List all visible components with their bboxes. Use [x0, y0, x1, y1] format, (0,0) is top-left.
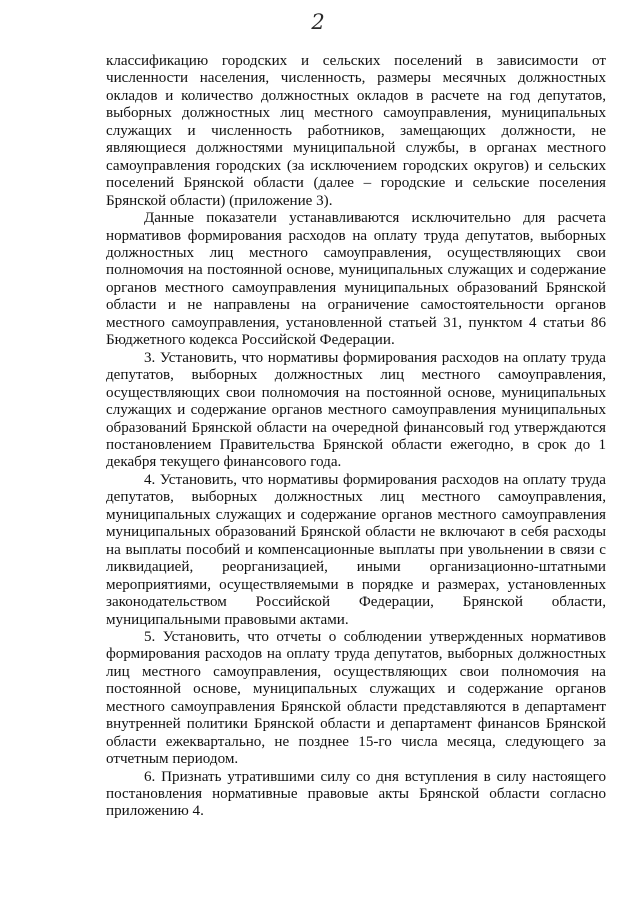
paragraph-item-5: 5. Установить, что отчеты о соблюдении утвержденных нормативов формирования расходов на оплату труда депутатов, выборных должностных лиц местного самоуправления, осуществляющих свои полномочия на постоянной основе, муниципальных служащих и содержание органов местного самоуправления Брянской области представляются в департамент внутренней политики Брянской области и департамент финансов Брянской области ежеквартально, не позднее 15-го числа месяца, следующего за отчетным периодом.	[106, 628, 606, 768]
paragraph-item-3: 3. Установить, что нормативы формирования расходов на оплату труда депутатов, выборных должностных лиц местного самоуправления, осуществляющих свои полномочия на постоянной основе, муниципальных служащих и содержание органов местного самоуправления муниципальных образований Брянской области на очередной финансовый год утверждаются постановлением Правительства Брянской области ежегодно, в срок до 1 декабря текущего финансового года.	[106, 349, 606, 471]
paragraph-item-4: 4. Установить, что нормативы формирования расходов на оплату труда депутатов, выборных должностных лиц местного самоуправления, муниципальных служащих и содержание органов местного самоуправления муниципальных образований Брянской области не включают в себя расходы на выплаты пособий и компенсационные выплаты при увольнении в связи с ликвидацией, реорганизацией, иными организационно-штатными мероприятиями, осуществляемыми в порядке и размерах, установленных законодательством Российской Федерации, Брянской области, муниципальными правовыми актами.	[106, 471, 606, 628]
paragraph-item-6: 6. Признать утратившими силу со дня вступления в силу настоящего постановления нормативные правовые акты Брянской области согласно приложению 4.	[106, 768, 606, 820]
paragraph-continuation: классификацию городских и сельских поселений в зависимости от численности населения, численность, размеры месячных должностных окладов и количество должностных окладов в расчете на год депутатов, выборных должностных лиц местного самоуправления, муниципальных служащих и численность работников, замещающих должности, не являющиеся должностями муниципальной службы, в органах местного самоуправления городских (за исключением городских округов) и сельских поселений Брянской области (далее – городские и сельские поселения Брянской области) (приложение 3).	[106, 53, 606, 209]
document-body	[106, 53, 606, 821]
page-number: 2	[311, 10, 325, 34]
paragraph-indicators-note: Данные показатели устанавливаются исключительно для расчета нормативов формирования расходов на оплату труда депутатов, выборных должностных лиц местного самоуправления, осуществляющих свои полномочия на постоянной основе, муниципальных служащих и содержание органов местного самоуправления муниципальных образований Брянской области и не направлены на ограничение самостоятельности органов местного самоуправления, установленной статьей 31, пунктом 4 статьи 86 Бюджетного кодекса Российской Федерации.	[106, 210, 606, 349]
